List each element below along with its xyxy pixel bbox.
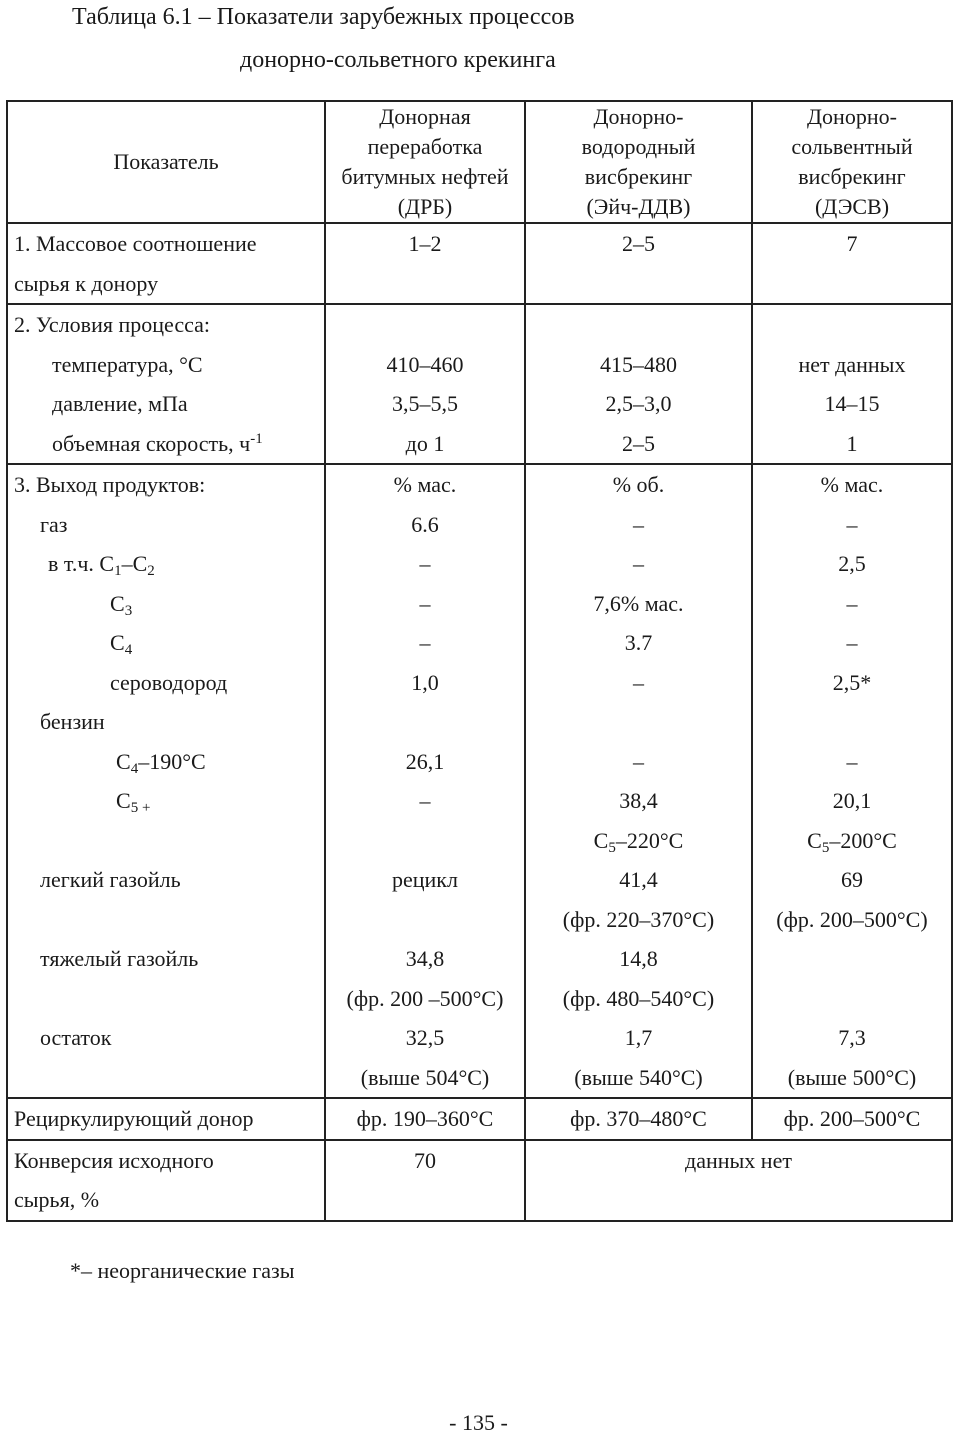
pressure-label: давление, мПа bbox=[52, 391, 188, 416]
residue-ddv: 1,7 bbox=[624, 1025, 653, 1050]
gasoline-label: бензин bbox=[40, 709, 105, 734]
c5-220-letter: С bbox=[593, 827, 609, 853]
c4-desv: – bbox=[846, 630, 858, 655]
ratio-ddv-value: 2–5 bbox=[622, 231, 655, 256]
conversion-label-cell bbox=[7, 1140, 325, 1221]
header-drb-line: Донорная bbox=[379, 104, 471, 129]
c4-190-letter: С bbox=[116, 748, 131, 774]
footnote: *– неорганические газы bbox=[70, 1258, 295, 1283]
c1c2-prefix: в т.ч. С bbox=[48, 551, 115, 576]
space-velocity-desv: 1 bbox=[846, 430, 858, 456]
c1c2-mid: –С bbox=[121, 551, 148, 576]
gas-desv: – bbox=[846, 511, 858, 537]
conversion-no-data: данных нет bbox=[685, 1147, 792, 1173]
c5-220-sub: 5 bbox=[608, 839, 616, 856]
yield-label-cell bbox=[7, 464, 325, 1098]
gas-ddv: – bbox=[633, 511, 644, 537]
heavy-gasoil-ddv: 14,8 bbox=[619, 946, 658, 971]
temperature-ddv: 415–480 bbox=[600, 351, 677, 377]
conditions-desv bbox=[752, 304, 952, 464]
light-gasoil-label: легкий газойль bbox=[40, 867, 181, 892]
c4-190-ddv: – bbox=[633, 748, 644, 774]
residue-note-desv: (выше 500°С) bbox=[787, 1064, 917, 1090]
h2s-drb: 1,0 bbox=[411, 669, 439, 695]
light-gasoil-desv: 69 bbox=[841, 867, 863, 892]
c1c2-ddv: – bbox=[633, 551, 644, 576]
yield-title: 3. Выход продуктов: bbox=[14, 472, 206, 497]
header-ddv-line: водородный bbox=[581, 134, 696, 159]
header-indicator: Показатель bbox=[7, 101, 325, 223]
c1c2-drb: – bbox=[419, 551, 431, 576]
c5plus-desv: 20,1 bbox=[832, 788, 872, 813]
header-desv-line: сольвентный bbox=[791, 134, 913, 159]
c1-c2-label bbox=[14, 544, 324, 584]
pressure-ddv: 2,5–3,0 bbox=[605, 391, 672, 416]
c5-200-rest: –200°С bbox=[829, 827, 897, 853]
c3-drb: – bbox=[419, 590, 431, 616]
units-drb: % мас. bbox=[393, 472, 457, 497]
heavy-gasoil-drb: 34,8 bbox=[405, 946, 445, 971]
row-process-conditions bbox=[7, 304, 952, 464]
ratio-drb bbox=[325, 223, 525, 304]
c5plus-sub: 5 + bbox=[130, 800, 151, 816]
heavy-gasoil-note-desv bbox=[753, 979, 951, 1019]
header-drb-line: битумных нефтей bbox=[341, 164, 509, 189]
header-ddv-line: Донорно- bbox=[593, 104, 684, 129]
residue-note-ddv: (выше 540°С) bbox=[574, 1064, 703, 1090]
conditions-title: 2. Условия процесса: bbox=[14, 312, 210, 337]
table-title-line-2: донорно-сольветного крекинга bbox=[240, 47, 556, 73]
header-desv-line: Донорно- bbox=[807, 104, 897, 129]
donor-desv bbox=[752, 1098, 952, 1140]
ratio-desv-value: 7 bbox=[846, 231, 858, 256]
row-recirculating-donor bbox=[7, 1098, 952, 1140]
header-eych-ddv bbox=[525, 101, 752, 223]
residue-label: остаток bbox=[40, 1025, 112, 1050]
heavy-gasoil-note-drb: (фр. 200 –500°С) bbox=[346, 985, 504, 1011]
ratio-label-cell bbox=[7, 223, 325, 304]
conditions-drb bbox=[325, 304, 525, 464]
ratio-ddv bbox=[525, 223, 752, 304]
heavy-gasoil-desv bbox=[753, 939, 951, 979]
gas-label: газ bbox=[40, 511, 68, 537]
header-desv-line: (ДЭСВ) bbox=[814, 194, 890, 219]
h2s-label: сероводород bbox=[110, 669, 228, 695]
table-header-row bbox=[7, 101, 952, 223]
ratio-label-line-1: 1. Массовое соотношение bbox=[14, 231, 257, 256]
yield-desv bbox=[752, 464, 952, 1098]
pressure-drb: 3,5–5,5 bbox=[392, 391, 458, 416]
c5plus-label bbox=[14, 781, 324, 821]
donor-drb-value: фр. 190–360°С bbox=[356, 1106, 494, 1131]
c5-200-letter: С bbox=[807, 827, 822, 853]
c3-letter: С bbox=[110, 590, 125, 616]
table-title-line-1: Таблица 6.1 – Показатели зарубежных процессов bbox=[72, 4, 575, 30]
units-ddv: % об. bbox=[612, 472, 665, 497]
conditions-ddv bbox=[525, 304, 752, 464]
c3-desv: – bbox=[846, 590, 858, 616]
conversion-drb bbox=[325, 1140, 525, 1221]
c5plus-letter: С bbox=[116, 788, 131, 813]
c4-190-sub: 4 bbox=[130, 760, 139, 777]
c4-ddv: 3.7 bbox=[624, 630, 653, 655]
c5-220-fraction bbox=[526, 821, 751, 861]
c4-190-desv: – bbox=[846, 748, 858, 774]
row-product-yield bbox=[7, 464, 952, 1098]
residue-desv: 7,3 bbox=[838, 1025, 866, 1050]
c5-200-sub: 5 bbox=[821, 839, 830, 856]
row-feed-conversion bbox=[7, 1140, 952, 1221]
yield-drb bbox=[325, 464, 525, 1098]
c4-190-rest: –190°С bbox=[138, 748, 206, 774]
gas-drb: 6.6 bbox=[411, 511, 439, 537]
donor-label: Рециркулирующий донор bbox=[14, 1106, 254, 1131]
conversion-label-line-2: сырья, % bbox=[14, 1187, 100, 1212]
residue-drb: 32,5 bbox=[405, 1025, 445, 1050]
conversion-label-line-1: Конверсия исходного bbox=[14, 1147, 214, 1173]
heavy-gasoil-note-ddv: (фр. 480–540°С) bbox=[562, 985, 715, 1011]
row-feed-donor-ratio bbox=[7, 223, 952, 304]
c5-200-fraction bbox=[753, 821, 951, 861]
header-desv-line: висбрекинг bbox=[798, 164, 906, 189]
yield-ddv bbox=[525, 464, 752, 1098]
c1c2-desv: 2,5 bbox=[838, 551, 866, 576]
c5plus-drb: – bbox=[419, 788, 431, 813]
ratio-drb-value: 1–2 bbox=[408, 231, 442, 256]
c1c2-sub2: 2 bbox=[147, 563, 155, 579]
c3-label bbox=[14, 584, 324, 624]
c4-190-drb: 26,1 bbox=[405, 748, 445, 774]
donor-ddv bbox=[525, 1098, 752, 1140]
light-gasoil-note-ddv: (фр. 220–370°С) bbox=[562, 906, 715, 932]
space-velocity-label bbox=[14, 424, 324, 464]
h2s-ddv: – bbox=[633, 669, 644, 695]
c4-drb: – bbox=[419, 630, 431, 655]
header-ddv-line: (Эйч-ДДВ) bbox=[586, 194, 691, 219]
space-velocity-ddv: 2–5 bbox=[622, 430, 655, 456]
space-velocity-drb: до 1 bbox=[405, 430, 445, 456]
c4-label bbox=[14, 623, 324, 663]
h2s-desv: 2,5* bbox=[832, 669, 872, 695]
conditions-label-cell bbox=[7, 304, 325, 464]
c4-sub: 4 bbox=[124, 642, 133, 658]
conversion-drb-value: 70 bbox=[414, 1147, 436, 1173]
page-number: - 135 - bbox=[449, 1410, 508, 1435]
c4-letter: С bbox=[110, 630, 125, 655]
ratio-desv bbox=[752, 223, 952, 304]
process-indicators-table bbox=[6, 100, 953, 1222]
c1c2-sub1: 1 bbox=[114, 563, 122, 579]
c3-ddv: 7,6% мас. bbox=[593, 590, 684, 616]
c5-220-rest: –220°С bbox=[615, 827, 684, 853]
donor-drb bbox=[325, 1098, 525, 1140]
residue-note-drb: (выше 504°С) bbox=[360, 1064, 490, 1090]
light-gasoil-drb: рецикл bbox=[392, 867, 458, 892]
header-ddv-line: висбрекинг bbox=[584, 164, 693, 189]
space-velocity-label-text: объемная скорость, ч bbox=[52, 430, 251, 456]
donor-desv-value: фр. 200–500°С bbox=[783, 1106, 921, 1131]
donor-label-cell bbox=[7, 1098, 325, 1140]
ratio-label-line-2: сырья к донору bbox=[14, 270, 159, 296]
light-gasoil-note-desv: (фр. 200–500°С) bbox=[776, 906, 928, 932]
temperature-drb: 410–460 bbox=[386, 351, 464, 377]
c4-190-label bbox=[14, 742, 324, 782]
units-desv: % мас. bbox=[820, 472, 884, 497]
c5plus-ddv: 38,4 bbox=[619, 788, 658, 813]
header-drb-line: переработка bbox=[367, 134, 483, 159]
conversion-other bbox=[525, 1140, 952, 1221]
donor-ddv-value: фр. 370–480°С bbox=[570, 1106, 707, 1131]
pressure-desv: 14–15 bbox=[824, 391, 880, 416]
heavy-gasoil-label: тяжелый газойль bbox=[40, 946, 199, 971]
header-desv bbox=[752, 101, 952, 223]
c3-sub: 3 bbox=[124, 602, 133, 619]
light-gasoil-ddv: 41,4 bbox=[619, 867, 658, 892]
header-drb-line: (ДРБ) bbox=[397, 194, 453, 219]
space-velocity-exponent: -1 bbox=[250, 430, 263, 447]
temperature-desv: нет данных bbox=[798, 351, 906, 377]
temperature-label: температура, °С bbox=[52, 351, 203, 377]
light-gasoil-note-drb bbox=[326, 900, 524, 940]
header-drb bbox=[325, 101, 525, 223]
